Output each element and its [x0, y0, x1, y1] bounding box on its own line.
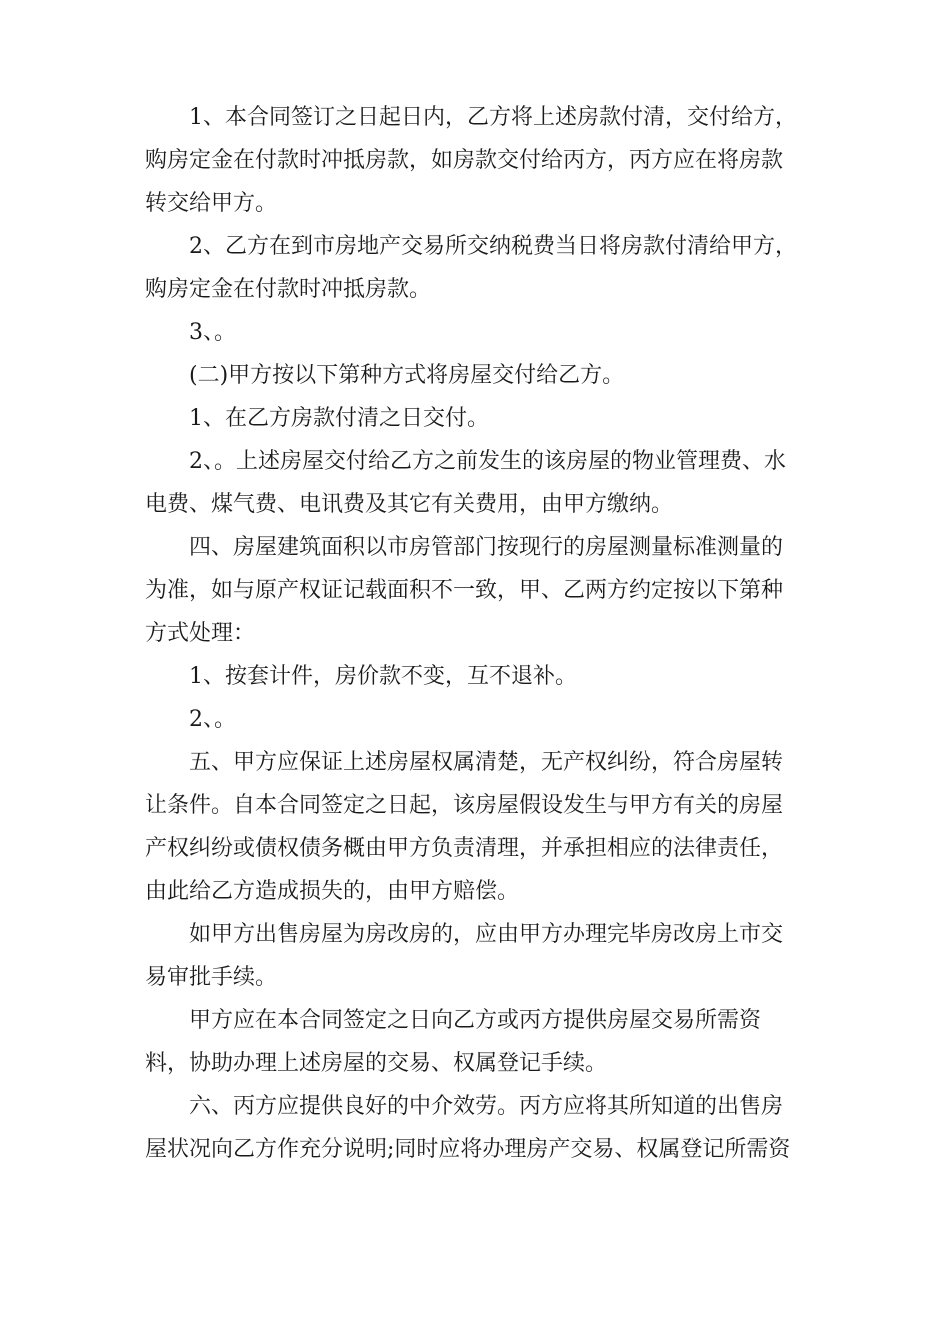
paragraph-line: 如甲方出售房屋为房改房的，应由甲方办理完毕房改房上市交 — [189, 922, 784, 947]
paragraph-line: 方式处理： — [145, 621, 256, 646]
paragraph-line: 1、本合同签订之日起日内，乙方将上述房款付清，交付给方， — [189, 105, 797, 130]
paragraph-line: 让条件。自本合同签定之日起，该房屋假设发生与甲方有关的房屋 — [145, 793, 784, 818]
paragraph-line: 购房定金在付款时冲抵房款。 — [145, 277, 432, 302]
paragraph-line: 为准，如与原产权证记载面积不一致，甲、乙两方约定按以下第种 — [145, 578, 784, 603]
paragraph-line: 转交给甲方。 — [145, 191, 278, 216]
paragraph-line: 甲方应在本合同签定之日向乙方或丙方提供房屋交易所需资 — [189, 1008, 762, 1033]
paragraph-line: 2、。上述房屋交付给乙方之前发生的该房屋的物业管理费、水 — [189, 449, 786, 474]
paragraph-line: 2、乙方在到市房地产交易所交纳税费当日将房款付清给甲方， — [189, 234, 797, 259]
paragraph-line: 产权纠纷或债权债务概由甲方负责清理，并承担相应的法律责任， — [145, 836, 784, 861]
paragraph-line: 易审批手续。 — [145, 965, 278, 990]
paragraph-line: 由此给乙方造成损失的，由甲方赔偿。 — [145, 879, 520, 904]
contract-text — [145, 96, 815, 1171]
paragraph-line: 1、在乙方房款付清之日交付。 — [189, 406, 489, 431]
paragraph-line: 屋状况向乙方作充分说明;同时应将办理房产交易、权属登记所需资 — [145, 1137, 791, 1162]
paragraph-line: 电费、煤气费、电讯费及其它有关费用，由甲方缴纳。 — [145, 492, 674, 517]
paragraph-line: 六、丙方应提供良好的中介效劳。丙方应将其所知道的出售房 — [189, 1094, 784, 1119]
paragraph-line: 四、房屋建筑面积以市房管部门按现行的房屋测量标准测量的 — [189, 535, 784, 560]
paragraph-line: 3、。 — [189, 320, 236, 345]
paragraph-line: (二)甲方按以下第种方式将房屋交付给乙方。 — [189, 363, 625, 388]
paragraph-line: 料，协助办理上述房屋的交易、权属登记手续。 — [145, 1051, 608, 1076]
paragraph-line: 2、。 — [189, 707, 236, 732]
paragraph-line: 购房定金在付款时冲抵房款，如房款交付给丙方，丙方应在将房款 — [145, 148, 784, 173]
paragraph-line: 五、甲方应保证上述房屋权属清楚，无产权纠纷，符合房屋转 — [189, 750, 784, 775]
paragraph-line: 1、按套计件，房价款不变，互不退补。 — [189, 664, 577, 689]
